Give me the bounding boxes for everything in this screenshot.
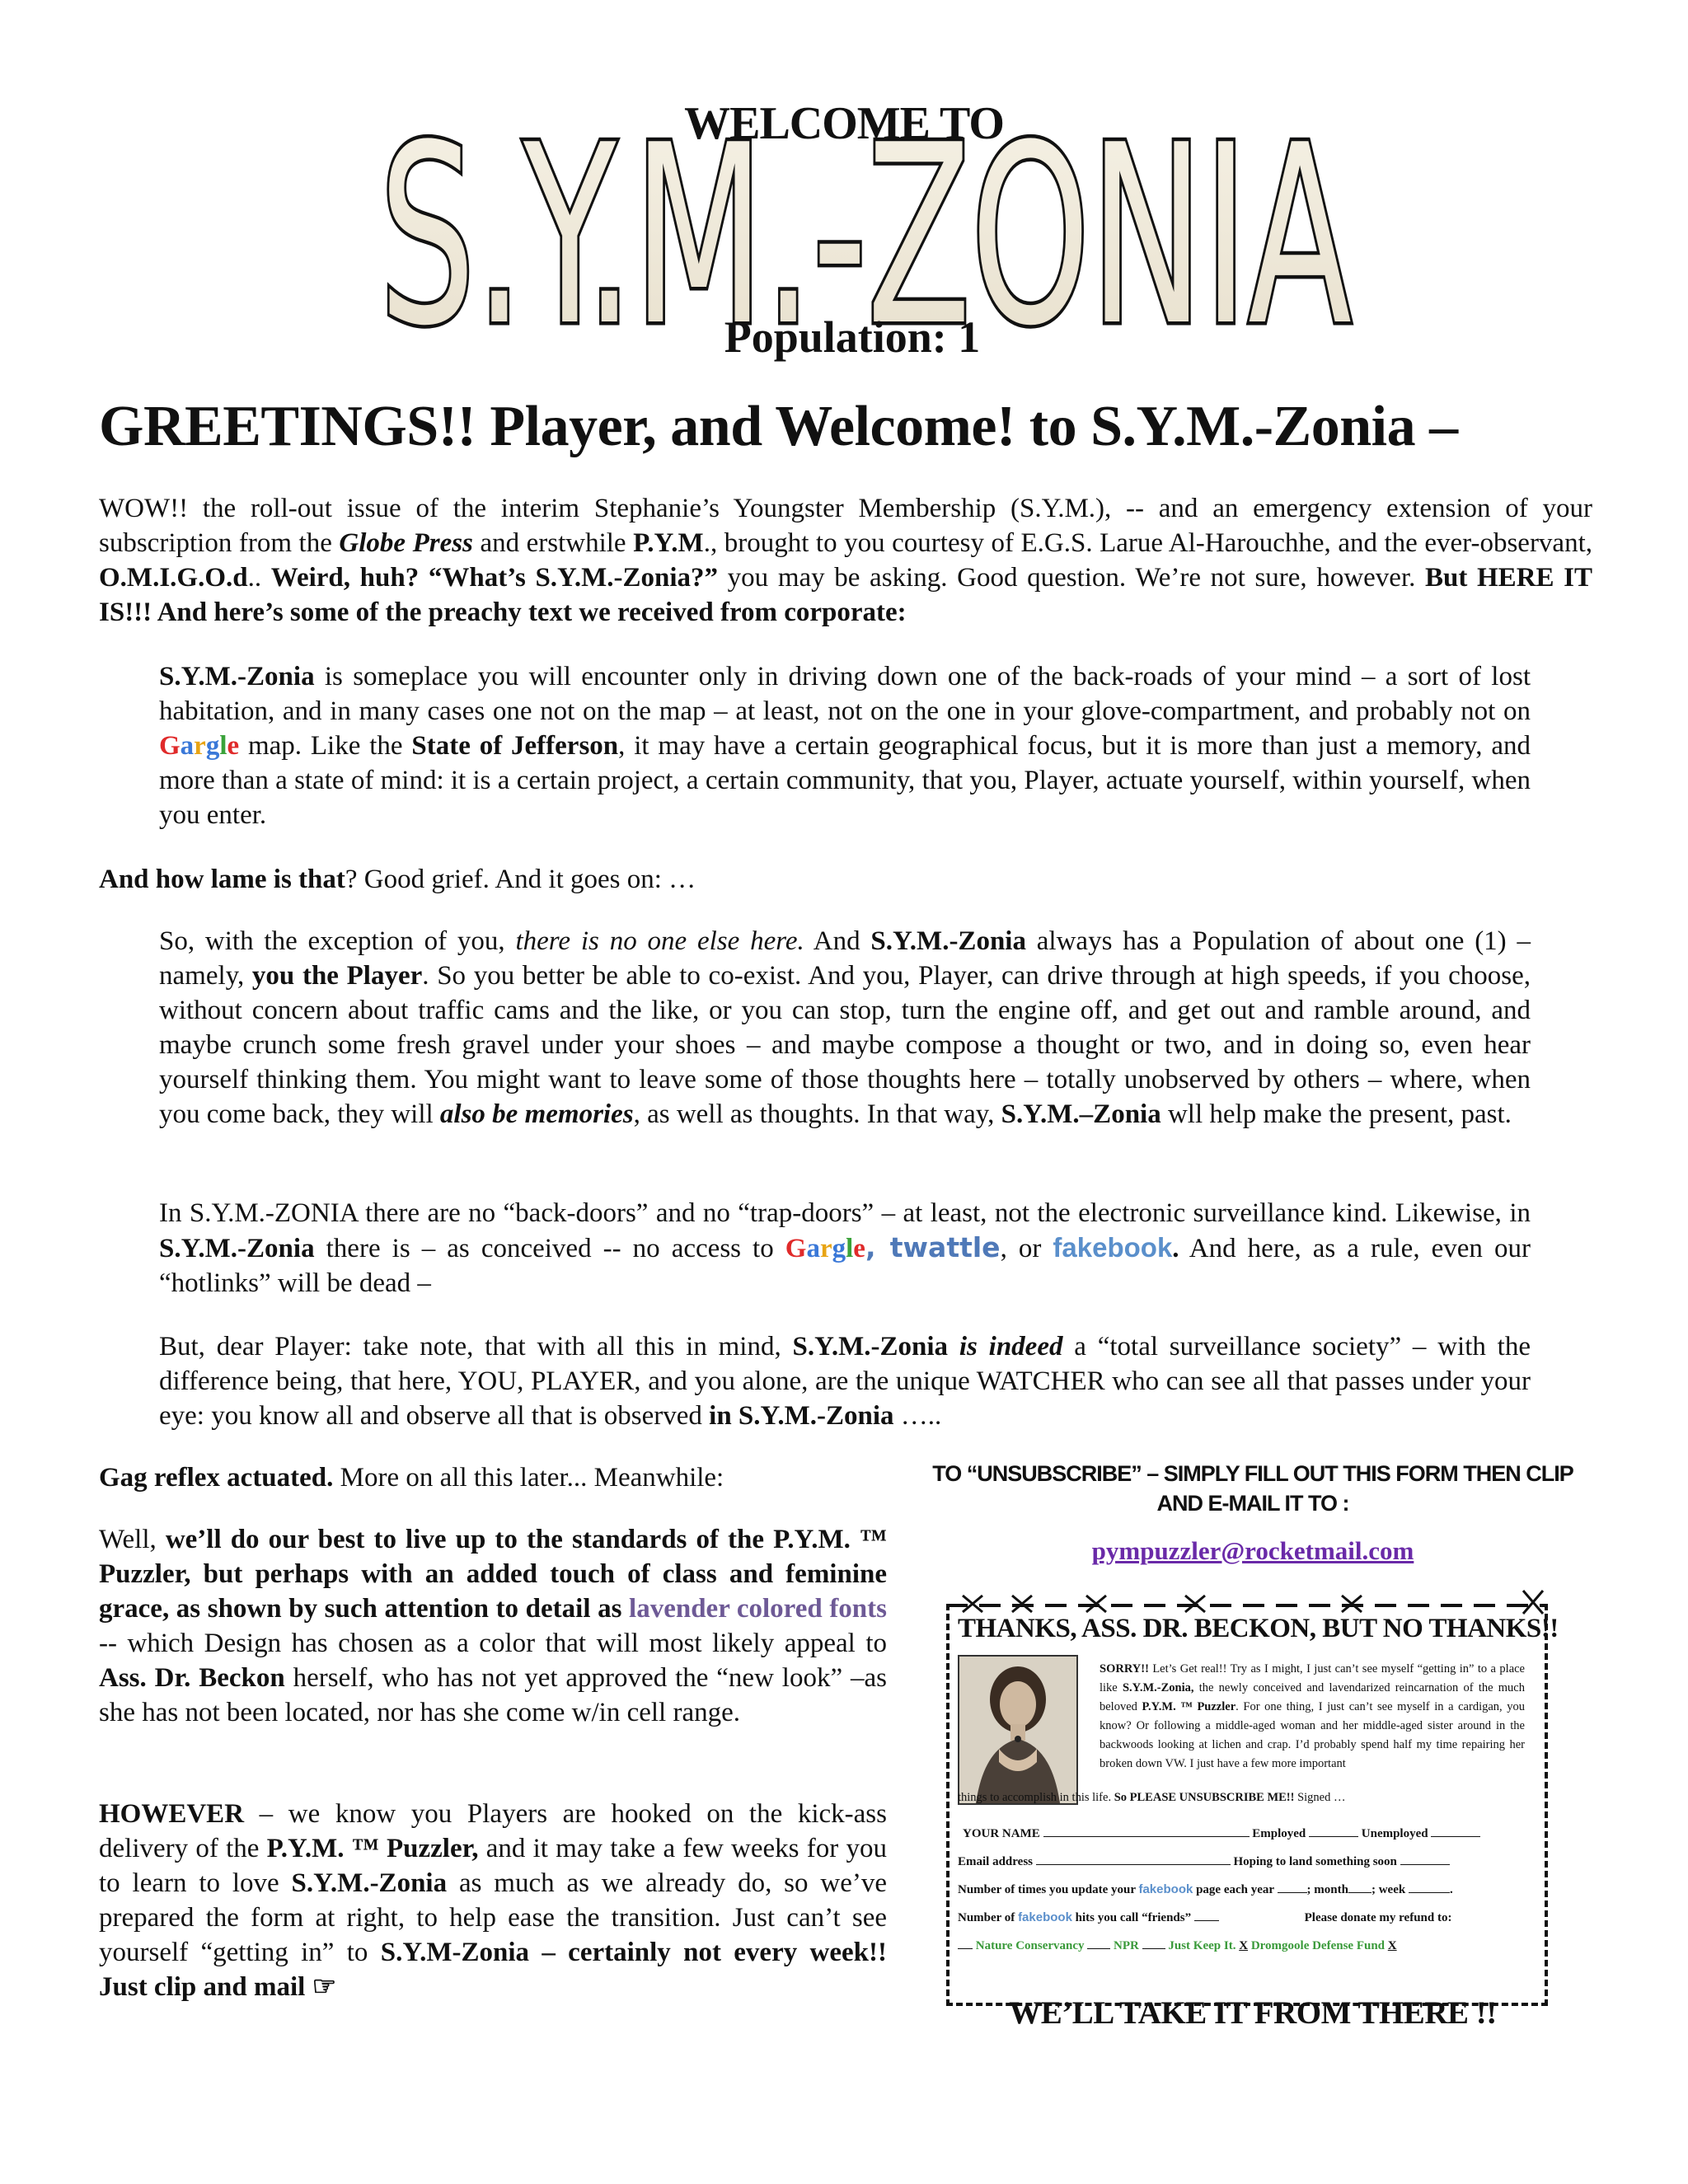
welcome-to-heading: WELCOME TO [684,98,1004,149]
population-label: Population: 1 [724,312,981,362]
your-name-field[interactable] [1043,1826,1250,1837]
however-paragraph: HOWEVER – we know you Players are hooked on the kick-ass delivery of the P.Y.M. ™ Puzzler, and it may take a few weeks for you to learn to love S.Y.M.-Zonia as much as we already do, so we’ve prepared the form at right, to help ease the transition. Just can’t see yourself “getting in” to S.Y.M-Zonia – certainly not every week!! Just clip and mail ☞ [99,1799,888,2002]
updates-year-field[interactable] [1278,1882,1307,1893]
sorry-text-tail: things to accomplish in this life. So PLEASE UNSUBSCRIBE ME!! Signed … [958,1791,1346,1804]
gargle-logo-text: Gargle [785,1234,865,1263]
form-title: THANKS, ASS. DR. BECKON, BUT NO THANKS!! [958,1614,1559,1643]
form-instructions: TO “UNSUBSCRIBE” – SIMPLY FILL OUT THIS FORM THEN CLIP AND E-MAIL IT TO : [932,1461,1573,1516]
form-row-email: Email address Hoping to land something soon [958,1854,1450,1869]
fakebook-logo-text: fakebook [1053,1232,1173,1263]
hoping-field[interactable] [1400,1854,1450,1865]
twattle-logo-text: , twattle [865,1231,1001,1263]
updates-month-field[interactable] [1348,1882,1372,1893]
quote-paragraph-2: So, with the exception of you, there is no one else here. And S.Y.M.-Zonia always has a Population of about one (1) – namely, you the Player. So you better be able to co-exist. And you, Player, can drive through at high speeds, if you choose, without concern about traffic cams and the like, or you can stop, turn the engine off, and get out and ramble around, and maybe crunch some fresh gravel under your shoes – and maybe compose a thought or two, and in doing so, even hear yourself thinking them. You might want to leave some of those thoughts here – totally unobserved by others – where, when you come back, they will also be memories, as well as thoughts. In that way, S.Y.M.–Zonia wll help make the present, past. [159,926,1531,1129]
quote-paragraph-4: But, dear Player: take note, that with all this in mind, S.Y.M.-Zonia is indeed a “total surveillance society” – with the difference being, that here, YOU, PLAYER, and you alone, are the unique WATCHER who can see all that passes under your eye: you know all and observe all that is observed in S.Y.M.-Zonia ….. [159,1332,1531,1431]
dromgoole-checkbox[interactable]: X [1387,1939,1397,1952]
form-footer: WE’LL TAKE IT FROM THERE !! [1009,1995,1497,2031]
npr-checkbox[interactable] [1087,1938,1110,1949]
keep-it-checkbox[interactable]: X [1239,1939,1249,1952]
unsubscribe-email-link[interactable]: pympuzzler@rocketmail.com [1091,1536,1414,1565]
nature-conservancy-checkbox[interactable] [958,1938,973,1949]
keep-it-checkbox-spacer [1142,1938,1165,1949]
quote-paragraph-3: In S.Y.M.-ZONIA there are no “back-doors” and no “trap-doors” – at least, not the electronic surveillance kind. Likewise, in S.Y.M.-Zonia there is – as conceived -- no access to Gargle, twattle, or fakebook. And here, as a rule, even our “hotlinks” will be dead – [159,1198,1531,1298]
gag-reflex-line: Gag reflex actuated. More on all this later... Meanwhile: [99,1463,724,1493]
form-row-name: YOUR NAME Employed Unemployed [963,1826,1480,1841]
symzonia-logo [371,114,1360,336]
quote-paragraph-1: S.Y.M.-Zonia is someplace you will encounter only in driving down one of the back-roads of your mind – a sort of lost habitation, and in many cases one not on the map – at least, not on the one in your glove-compartment, and probably not on Gargle map. Like the State of Jefferson, it may have a certain geographical focus, but it is more than just a memory, and more than a state of mind: it is a certain project, a certain community, that you, Player, actuate yourself, within yourself, when you enter. [159,662,1531,830]
form-row-donate: Nature Conservancy NPR Just Keep It. X Dromgoole Defense Fund X [958,1938,1397,1953]
lame-line: And how lame is that? Good grief. And it goes on: … [99,865,696,894]
unemployed-field[interactable] [1431,1826,1480,1837]
friends-field[interactable] [1194,1910,1219,1921]
form-row-friends: Number of fakebook hits you call “friends” Please donate my refund to: [958,1910,1452,1924]
employed-field[interactable] [1309,1826,1358,1837]
form-row-updates: Number of times you update your fakebook page each year ; month ; week . [958,1882,1453,1896]
intro-paragraph: WOW!! the roll-out issue of the interim Stephanie’s Youngster Membership (S.Y.M.), -- and an emergency extension of your subscription from the Globe Press and erstwhile P.Y.M., brought to you courtesy of E.G.S. Larue Al-Harouchhe, and the ever-observant, O.M.I.G.O.d.. Weird, huh? “What’s S.Y.M.-Zonia?” you may be asking. Good question. We’re not sure, however. But HERE IT IS!!! And here’s some of the preachy text we received from corporate: [99,494,1593,627]
email-address-field[interactable] [1036,1854,1231,1865]
sorry-text: SORRY!! Let’s Get real!! Try as I might, I just can’t see myself “getting in” to a place like S.Y.M.-Zonia, the newly conceived and lavendarized reincarnation of the much beloved P.Y.M. ™ Puzzler. For one thing, I just can’t see myself in a cardigan, you know? Or following a middle-aged woman and her middle-aged sister around in the backwoods looking at lichen and crap. I’d probably spend half my time repairing her broken down VW. I just have a few more important [1100,1662,1526,1770]
updates-week-field[interactable] [1409,1882,1450,1893]
woman-portrait-image [958,1655,1078,1805]
standards-paragraph: Well, we’ll do our best to live up to the standards of the P.Y.M. ™ Puzzler, but perhaps with an added touch of class and feminine grace, as shown by such attention to detail as lavender colored fonts -- which Design has chosen as a color that will most likely appeal to Ass. Dr. Beckon herself, who has not yet approved the “new look” –as she has not been located, nor has she come w/in cell range. [99,1525,887,1727]
gargle-logo-text: Gargle [159,731,240,761]
pointing-hand-icon: ☞ [305,1972,337,2002]
page-title: GREETINGS!! Player, and Welcome! to S.Y.M.-Zonia – [99,395,1458,458]
logo-text: S.Y.M.-ZONIA [379,114,1353,336]
